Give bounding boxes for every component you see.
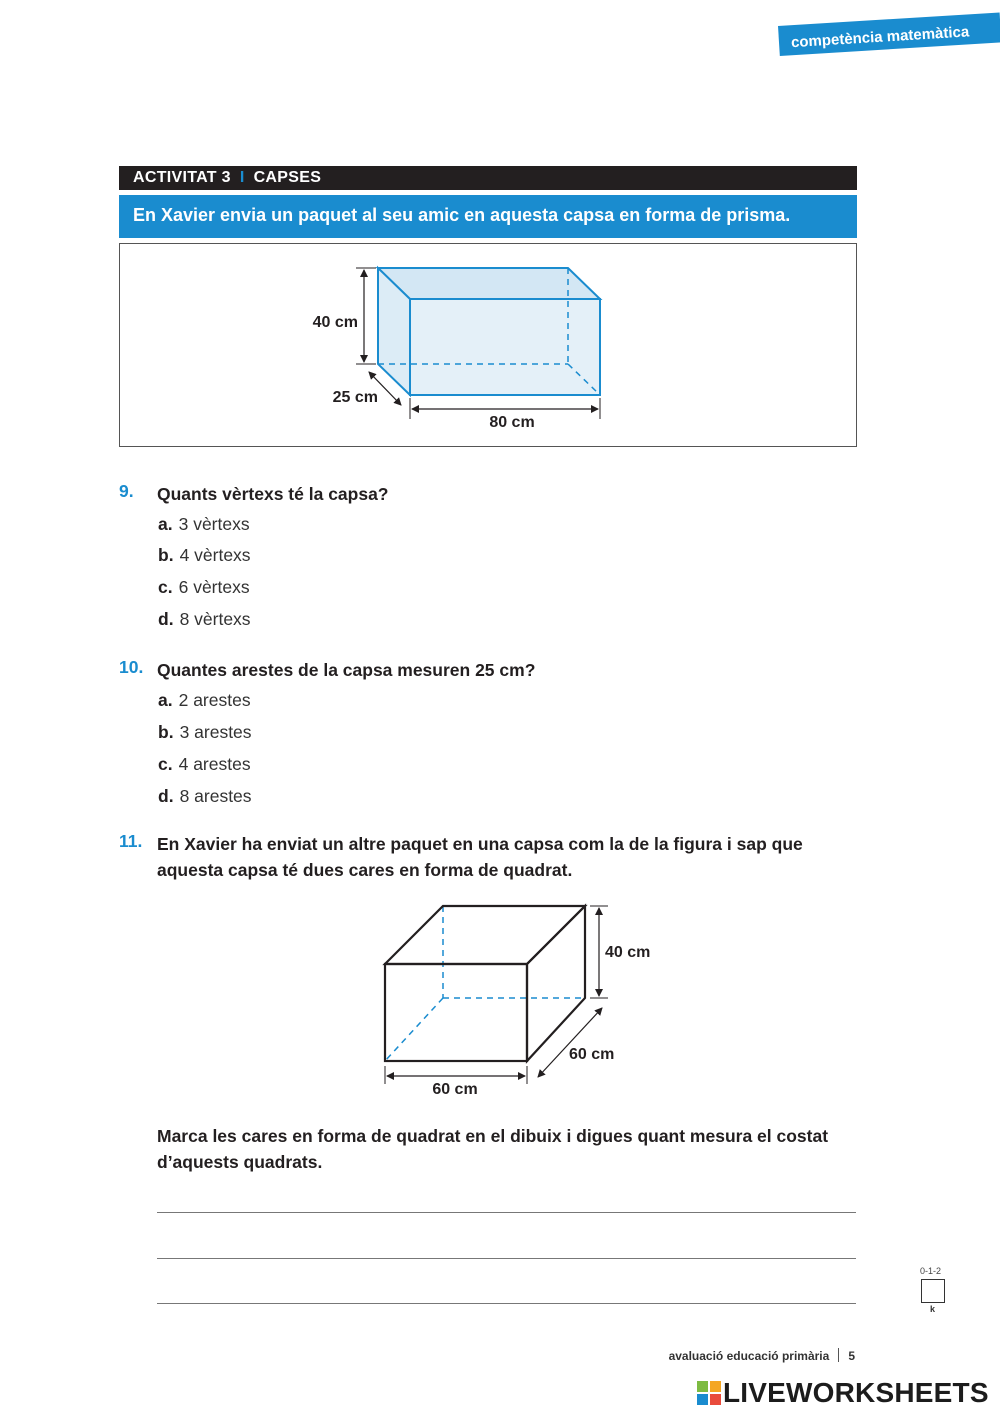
option-text: 3 arestes <box>179 722 252 742</box>
width-label: 60 cm <box>432 1081 478 1098</box>
option-10b[interactable] <box>158 722 252 743</box>
option-9d[interactable] <box>158 609 251 630</box>
answer-line-1[interactable] <box>157 1212 856 1213</box>
option-letter: a. <box>158 514 173 534</box>
option-letter: a. <box>158 690 173 710</box>
score-box[interactable] <box>921 1279 945 1303</box>
instruction-text: Marca les cares en forma de quadrat en el dibuix i digues quant mesura el costat d’aquests quadrats. <box>157 1126 829 1172</box>
page-footer <box>669 1348 855 1363</box>
option-text: 8 arestes <box>179 786 252 806</box>
question-number: 9. <box>119 481 134 501</box>
question-number: 10. <box>119 657 144 677</box>
option-text: 6 vèrtexs <box>178 577 250 597</box>
question-text: En Xavier ha enviat un altre paquet en una capsa com la de la figura i sap que aquesta capsa té dues cares en forma de quadrat. <box>157 834 803 880</box>
page-number: 5 <box>848 1349 855 1363</box>
liveworksheets-brand[interactable] <box>697 1378 989 1410</box>
option-letter: b. <box>158 722 174 742</box>
prism-top-face <box>378 268 600 299</box>
height-label: 40 cm <box>605 944 651 961</box>
depth-label: 60 cm <box>569 1046 615 1063</box>
option-text: 4 arestes <box>178 754 251 774</box>
intro-text: En Xavier envia un paquet al seu amic en aquesta capsa en forma de prisma. <box>133 205 791 225</box>
score-scale: 0-1-2 <box>920 1266 942 1276</box>
depth-label: 25 cm <box>332 389 378 406</box>
option-letter: c. <box>158 577 173 597</box>
prism-diagram <box>120 244 858 448</box>
option-letter: d. <box>158 786 174 806</box>
activity-separator: I <box>239 169 245 186</box>
square-prism-diagram <box>370 890 670 1105</box>
option-10c[interactable] <box>158 754 251 775</box>
width-label: 80 cm <box>489 414 535 431</box>
option-10d[interactable] <box>158 786 252 807</box>
depth-arrow <box>538 1008 602 1077</box>
option-letter: b. <box>158 545 174 565</box>
question-text: Quantes arestes de la capsa mesuren 25 cm? <box>157 660 536 680</box>
option-text: 2 arestes <box>178 690 251 710</box>
option-10a[interactable] <box>158 690 251 711</box>
option-text: 3 vèrtexs <box>178 514 250 534</box>
activity-label: ACTIVITAT 3 <box>133 169 231 186</box>
option-9c[interactable] <box>158 577 250 598</box>
figure-prism-box <box>119 243 857 447</box>
option-text: 8 vèrtexs <box>179 609 251 629</box>
intro-banner <box>119 195 857 238</box>
option-text: 4 vèrtexs <box>179 545 251 565</box>
competence-tag-label: competència matemàtica <box>790 23 970 52</box>
question-number: 11. <box>119 831 143 851</box>
front-face[interactable] <box>385 964 527 1061</box>
footer-divider <box>838 1348 839 1362</box>
hidden-edge-depth <box>385 998 443 1061</box>
right-face[interactable] <box>527 906 585 1061</box>
prism-front-face <box>410 299 600 395</box>
option-9b[interactable] <box>158 545 251 566</box>
activity-title: CAPSES <box>253 169 322 186</box>
answer-line-3[interactable] <box>157 1303 856 1304</box>
competence-tag <box>778 12 1000 55</box>
question-text: Quants vèrtexs té la capsa? <box>157 484 389 504</box>
height-label: 40 cm <box>312 314 358 331</box>
activity-header <box>119 166 857 190</box>
option-letter: c. <box>158 754 173 774</box>
answer-line-2[interactable] <box>157 1258 856 1259</box>
brand-name: LIVEWORKSHEETS <box>723 1377 989 1408</box>
score-code: k <box>930 1304 936 1314</box>
option-letter: d. <box>158 609 174 629</box>
liveworksheets-logo-icon <box>697 1381 721 1405</box>
footer-text: avaluació educació primària <box>668 1349 830 1363</box>
option-9a[interactable] <box>158 514 250 535</box>
